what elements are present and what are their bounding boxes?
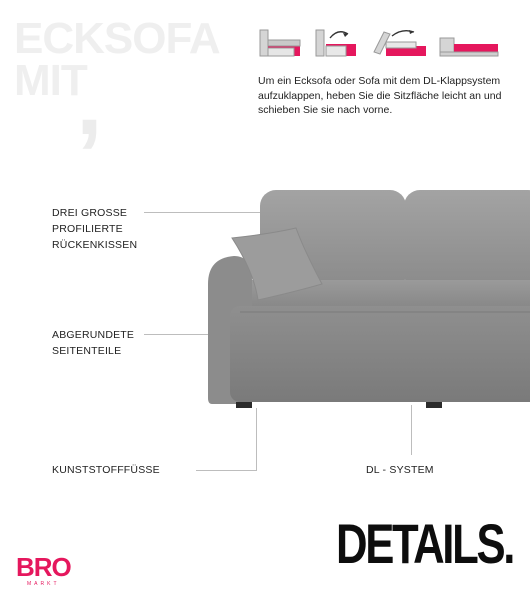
logo-subtitle: MARKT [27, 581, 60, 587]
back-cushion-right [404, 190, 530, 290]
foot-left [236, 402, 252, 408]
feature-armrests-line-2: SEITENTEILE [52, 345, 122, 357]
feature-feet-label: KUNSTSTOFFFÜSSE [52, 464, 160, 476]
headline-comma: , [76, 48, 103, 155]
foot-mid [426, 402, 442, 408]
sofa-lift-icon [314, 24, 360, 64]
feature-cushions-line-2: PROFILIERTE [52, 223, 123, 235]
feature-cushions-line-3: RÜCKENKISSEN [52, 239, 138, 251]
feature-system [366, 462, 434, 478]
leader-feet-horizontal [196, 470, 256, 471]
feature-armrests-line-1: ABGERUNDETE [52, 329, 135, 341]
headline [14, 14, 220, 105]
instructions-text: Um ein Ecksofa oder Sofa mit dem DL-Klappsystem aufzuklappen, heben Sie die Sitzfläche leicht an und schieben Sie sie nach vorne. [258, 75, 502, 116]
sofa-pull-icon [370, 24, 430, 64]
feature-cushions-line-1: DREI GROSSE [52, 207, 128, 219]
feature-armrests [52, 327, 134, 359]
details-title: DETAILS. [336, 512, 514, 575]
sofa-illustration [200, 180, 530, 410]
svg-text:BRO: BRO [16, 552, 71, 582]
unfold-steps [258, 24, 500, 64]
headline-line-2: MIT [14, 56, 87, 105]
sofa-front [230, 306, 530, 402]
leader-system [411, 405, 412, 455]
sofa-closed-icon [258, 24, 304, 64]
feature-cushions [52, 205, 137, 253]
leader-feet-vertical [256, 408, 257, 471]
headline-line-1: ECKSOFA [14, 14, 220, 63]
feature-feet [52, 462, 160, 478]
feature-system-label: DL - SYSTEM [366, 464, 434, 476]
sofa-bed-icon [438, 24, 500, 64]
